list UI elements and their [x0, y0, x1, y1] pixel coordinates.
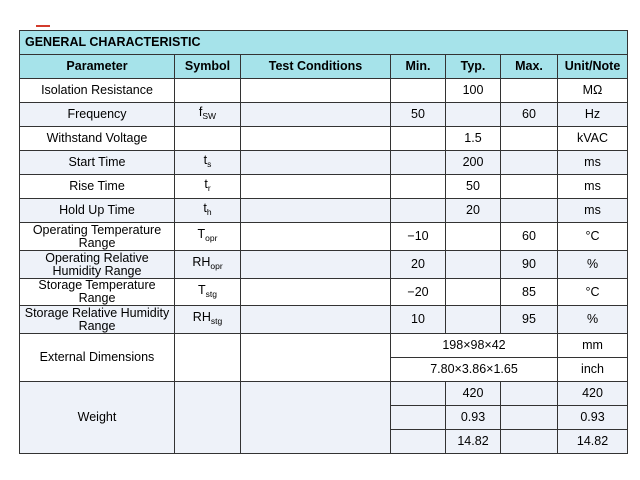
row-typ: 100 — [446, 79, 501, 103]
row-max: 60 — [501, 223, 558, 251]
row-symbol — [175, 79, 241, 103]
row-conditions — [241, 306, 391, 334]
row-typ — [446, 306, 501, 334]
row-parameter: Withstand Voltage — [20, 127, 175, 151]
row-unit: °C — [558, 279, 628, 306]
row-unit: ms — [558, 175, 628, 199]
table-row — [20, 175, 628, 199]
row-symbol: $RH_{stg}$ — [175, 306, 241, 334]
weight-unit: 0.93 — [558, 406, 628, 430]
header-max: Max. — [501, 55, 558, 79]
row-min: 10 — [391, 306, 446, 334]
weight-min — [391, 382, 446, 406]
header-parameter: Parameter — [20, 55, 175, 79]
row-max: 60 — [501, 103, 558, 127]
row-parameter: Isolation Resistance — [20, 79, 175, 103]
row-symbol: $RH_{opr}$ — [175, 251, 241, 279]
table-row — [20, 306, 628, 334]
row-min — [391, 127, 446, 151]
row-max — [501, 79, 558, 103]
row-min — [391, 199, 446, 223]
dimensions-value-inch: 7.80×3.86×1.65 — [391, 358, 558, 382]
row-unit: ms — [558, 151, 628, 175]
table-row — [20, 199, 628, 223]
table-row — [20, 279, 628, 306]
row-typ — [446, 103, 501, 127]
row-symbol: $T_{opr}$ — [175, 223, 241, 251]
weight-typ: 14.82 — [446, 430, 501, 454]
table-row — [20, 127, 628, 151]
row-unit: % — [558, 251, 628, 279]
weight-conditions — [241, 382, 391, 454]
weight-max — [501, 382, 558, 406]
row-max — [501, 127, 558, 151]
header-min: Min. — [391, 55, 446, 79]
table-row — [20, 223, 628, 251]
weight-min — [391, 406, 446, 430]
dimensions-unit-inch: inch — [558, 358, 628, 382]
row-conditions — [241, 175, 391, 199]
row-symbol: $t_r$ — [175, 175, 241, 199]
row-conditions — [241, 279, 391, 306]
dimensions-parameter: External Dimensions — [20, 334, 175, 382]
row-symbol: $t_s$ — [175, 151, 241, 175]
row-max: 90 — [501, 251, 558, 279]
dimensions-symbol — [175, 334, 241, 382]
row-max: 95 — [501, 306, 558, 334]
row-typ: 1.5 — [446, 127, 501, 151]
row-typ — [446, 251, 501, 279]
row-symbol: $f_{SW}$ — [175, 103, 241, 127]
row-parameter: Rise Time — [20, 175, 175, 199]
row-conditions — [241, 199, 391, 223]
weight-typ: 420 — [446, 382, 501, 406]
table-row — [20, 103, 628, 127]
row-conditions — [241, 223, 391, 251]
weight-unit: 420 — [558, 382, 628, 406]
dimensions-conditions — [241, 334, 391, 382]
dimensions-unit-mm: mm — [558, 334, 628, 358]
row-typ: 200 — [446, 151, 501, 175]
row-parameter: Start Time — [20, 151, 175, 175]
header-typ: Typ. — [446, 55, 501, 79]
row-max — [501, 151, 558, 175]
row-min — [391, 79, 446, 103]
row-unit: Hz — [558, 103, 628, 127]
row-max: 85 — [501, 279, 558, 306]
decorative-red-mark — [36, 25, 50, 27]
row-min — [391, 151, 446, 175]
row-max — [501, 175, 558, 199]
weight-max — [501, 406, 558, 430]
header-symbol: Symbol — [175, 55, 241, 79]
row-parameter: Storage Relative Humidity Range — [20, 306, 175, 334]
table-title: GENERAL CHARACTERISTIC — [20, 31, 628, 55]
row-conditions — [241, 103, 391, 127]
weight-unit: 14.82 — [558, 430, 628, 454]
table-row — [20, 79, 628, 103]
row-conditions — [241, 79, 391, 103]
row-typ — [446, 223, 501, 251]
weight-min — [391, 430, 446, 454]
header-unit: Unit/Note — [558, 55, 628, 79]
general-characteristic-table — [19, 30, 628, 454]
row-unit: % — [558, 306, 628, 334]
header-test-conditions: Test Conditions — [241, 55, 391, 79]
row-min: −20 — [391, 279, 446, 306]
row-symbol — [175, 127, 241, 151]
weight-typ: 0.93 — [446, 406, 501, 430]
table-row — [20, 151, 628, 175]
row-min: −10 — [391, 223, 446, 251]
row-symbol: $T_{stg}$ — [175, 279, 241, 306]
weight-parameter: Weight — [20, 382, 175, 454]
row-conditions — [241, 151, 391, 175]
row-parameter: Operating Temperature Range — [20, 223, 175, 251]
row-max — [501, 199, 558, 223]
row-symbol: $t_h$ — [175, 199, 241, 223]
row-unit: MΩ — [558, 79, 628, 103]
row-typ: 50 — [446, 175, 501, 199]
weight-max — [501, 430, 558, 454]
row-min: 50 — [391, 103, 446, 127]
dimensions-value-mm: 198×98×42 — [391, 334, 558, 358]
row-unit: °C — [558, 223, 628, 251]
row-parameter: Hold Up Time — [20, 199, 175, 223]
row-unit: kVAC — [558, 127, 628, 151]
weight-row — [20, 382, 628, 406]
row-typ: 20 — [446, 199, 501, 223]
row-conditions — [241, 251, 391, 279]
dimensions-row-mm — [20, 334, 628, 358]
table-row — [20, 251, 628, 279]
row-parameter: Frequency — [20, 103, 175, 127]
row-parameter: Storage Temperature Range — [20, 279, 175, 306]
row-min: 20 — [391, 251, 446, 279]
row-min — [391, 175, 446, 199]
row-parameter: Operating Relative Humidity Range — [20, 251, 175, 279]
row-conditions — [241, 127, 391, 151]
weight-symbol — [175, 382, 241, 454]
row-unit: ms — [558, 199, 628, 223]
row-typ — [446, 279, 501, 306]
